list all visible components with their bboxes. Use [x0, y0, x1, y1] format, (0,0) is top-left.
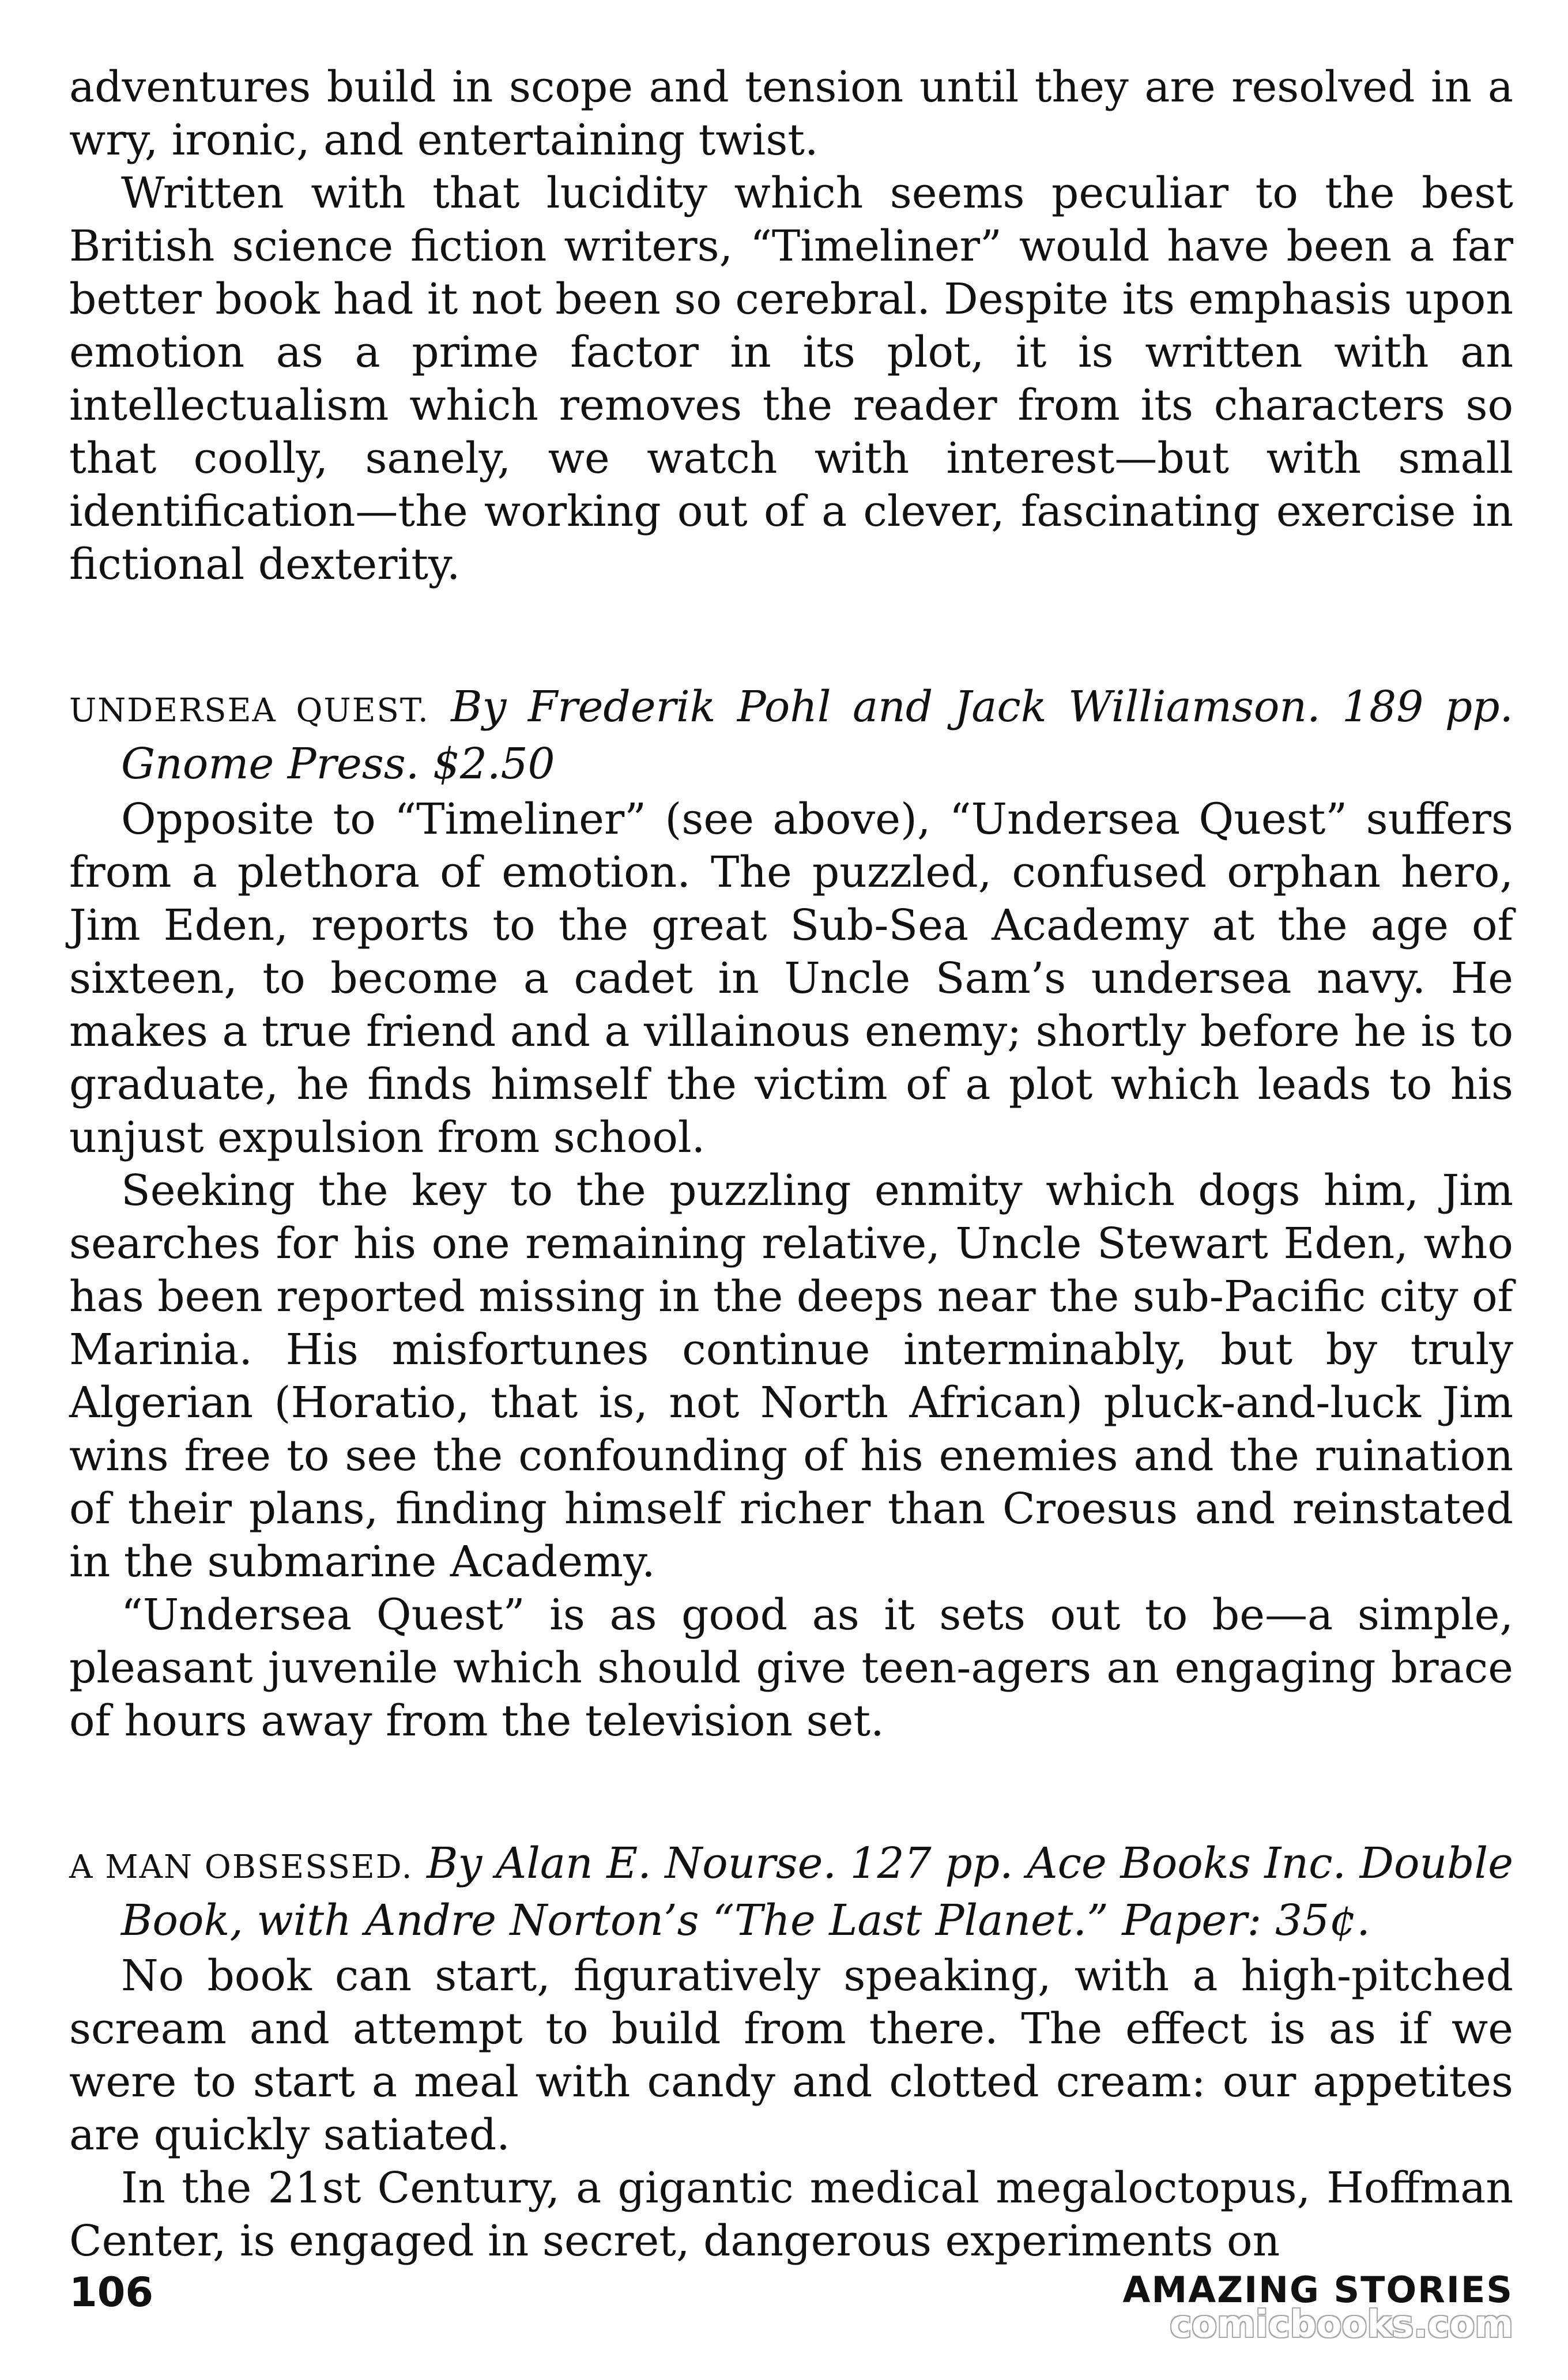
review-paragraph: In the 21st Century, a gigantic medical megaloctopus, Hoffman Center, is engaged in secret, dangerous experiments on — [69, 2163, 1513, 2266]
review-heading — [69, 1837, 1513, 1947]
continued-paragraph: adventures build in scope and tension until they are resolved in a wry, ironic, and entertaining twist. — [69, 62, 1513, 165]
text-column — [69, 61, 1513, 2268]
review-paragraph: Opposite to “Timeliner” (see above), “Undersea Quest” suffers from a plethora of emotion. The puzzled, confused orphan hero, Jim Eden, reports to the great Sub-Sea Academy at the age of sixteen, to become a cadet in Uncle Sam’s undersea navy. He makes a true friend and a villainous enemy; shortly before he is to graduate, he finds himself the victim of a plot which leads to his unjust expulsion from school. — [69, 794, 1513, 1162]
review-paragraph: “Undersea Quest” is as good as it sets out to be—a simple, pleasant juvenile which should give teen-agers an engaging brace of hours away from the television set. — [69, 1590, 1513, 1746]
review-byline: By Alan E. Nourse. 127 pp. Ace Books Inc. Double Book, with Andre Norton’s “The Last Planet.” Paper: 35¢. — [121, 1839, 1513, 1945]
review-title: UNDERSEA QUEST. — [69, 692, 429, 729]
magazine-title: AMAZING STORIES — [1122, 2269, 1513, 2311]
watermark: comicbooks.com — [1170, 2303, 1513, 2346]
continued-paragraph: Written with that lucidity which seems peculiar to the best British science fiction writers, “Timeliner” would have been a far better book had it not been so cerebral. Despite its emphasis upon emotion as a prime factor in its plot, it is written with an intellectualism which removes the reader from its characters so that coolly, sanely, we watch with interest—but with small identification—the working out of a clever, fascinating exercise in fictional dexterity. — [69, 168, 1513, 589]
page-number: 106 — [69, 2269, 154, 2316]
review-title: A MAN OBSESSED. — [69, 1848, 413, 1886]
review-paragraph: No book can start, figuratively speaking, with a high-pitched scream and attempt to build from there. The effect is as if we were to start a meal with candy and clotted cream: our appetites are quickly satiated. — [69, 1951, 1513, 2160]
review-heading — [69, 680, 1513, 790]
review-paragraph: Seeking the key to the puzzling enmity which dogs him, Jim searches for his one remaining relative, Uncle Stewart Eden, who has been reported missing in the deeps near the sub-Pacific city of Marinia. His misfortunes continue interminably, but by truly Algerian (Horatio, that is, not North African) pluck-and-luck Jim wins free to see the confounding of his enemies and the ruination of their plans, finding himself richer than Croesus and reinstated in the submarine Academy. — [69, 1166, 1514, 1587]
review-byline: By Frederik Pohl and Jack Williamson. 189 pp. Gnome Press. $2.50 — [121, 682, 1513, 789]
